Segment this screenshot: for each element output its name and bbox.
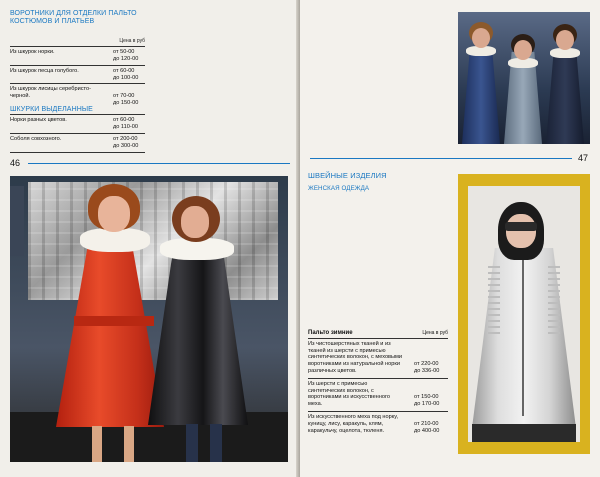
collars-header-line2: КОСТЮМОВ И ПЛАТЬЕВ: [10, 18, 95, 25]
table-row: Из шерсти с примесью синтетических волокон, с воротниками из искусственного меха. от 150-00 до 170-00: [308, 379, 448, 412]
winter-coats-price-table: [308, 330, 448, 437]
table-row: Из искусственного меха под норку, куницу, лису, каракуль, клям, каракульчу, оцелота, тюленя. от 210-00 до 400-00: [308, 412, 448, 437]
price-range: от 220-00 до 336-00: [414, 361, 440, 374]
table-row: Из чистошерстяных тканей и из тканей из шерсти с примесью синтетических волокон, с меховыми воротниками из натуральной норки различных цветов. от 220-00 до 336-00: [308, 339, 448, 379]
price-range: от 50-00 до 120-00: [113, 49, 139, 62]
blue-rule-right: [310, 158, 572, 159]
price-caption: Цена в руб: [422, 330, 448, 336]
page-number-right: 47: [578, 153, 589, 163]
price-range: от 200-00 до 300-00: [113, 136, 139, 149]
right-page: [300, 0, 600, 477]
price-range: от 150-00 до 170-00: [414, 394, 440, 408]
price-range: от 60-00 до 110-00: [113, 117, 138, 130]
section-title: ШВЕЙНЫЕ ИЗДЕЛИЯ: [308, 171, 387, 180]
section-subtitle: ЖЕНСКАЯ ОДЕЖДА: [308, 185, 370, 192]
photo-three-women-coats: [458, 12, 590, 144]
sunglasses: [505, 222, 537, 231]
table-row: Из шкурок норки. от 50-00 до 120-00: [10, 46, 145, 65]
table-row: Норки разных цветов. от 60-00 до 110-00: [10, 114, 145, 133]
price-range: от 210-00 до 400-00: [414, 420, 440, 434]
table-row: Соболя совхозного. от 200-00 до 300-00: [10, 133, 145, 153]
table-row: Из шкурок песца голубого. от 60-00 до 100-00: [10, 65, 145, 84]
left-page: [0, 0, 298, 477]
collars-header-line1: ВОРОТНИКИ ДЛЯ ОТДЕЛКИ ПАЛЬТО: [10, 10, 137, 17]
price-range: от 60-00 до 100-00: [113, 67, 139, 81]
metal-relief-wall: [28, 182, 278, 300]
photo-woman-quilted-jacket: [458, 174, 590, 454]
collars-price-table: [10, 38, 145, 109]
price-range: от 70-00 до 150-00: [113, 93, 139, 107]
skins-header: ШКУРКИ ВЫДЕЛАННЫЕ: [10, 106, 93, 113]
page-number-left: 46: [10, 158, 21, 168]
photo-two-women-coats: [10, 176, 288, 462]
collars-header: [10, 10, 160, 26]
blue-rule-left: [28, 163, 290, 164]
table-row: Из шкурок лисицы серебристо-черной. от 70-00 до 150-00: [10, 83, 145, 109]
price-caption: Цена в руб: [119, 38, 145, 44]
table-title: Пальто зимние: [308, 330, 353, 336]
skins-price-table: [10, 114, 145, 153]
